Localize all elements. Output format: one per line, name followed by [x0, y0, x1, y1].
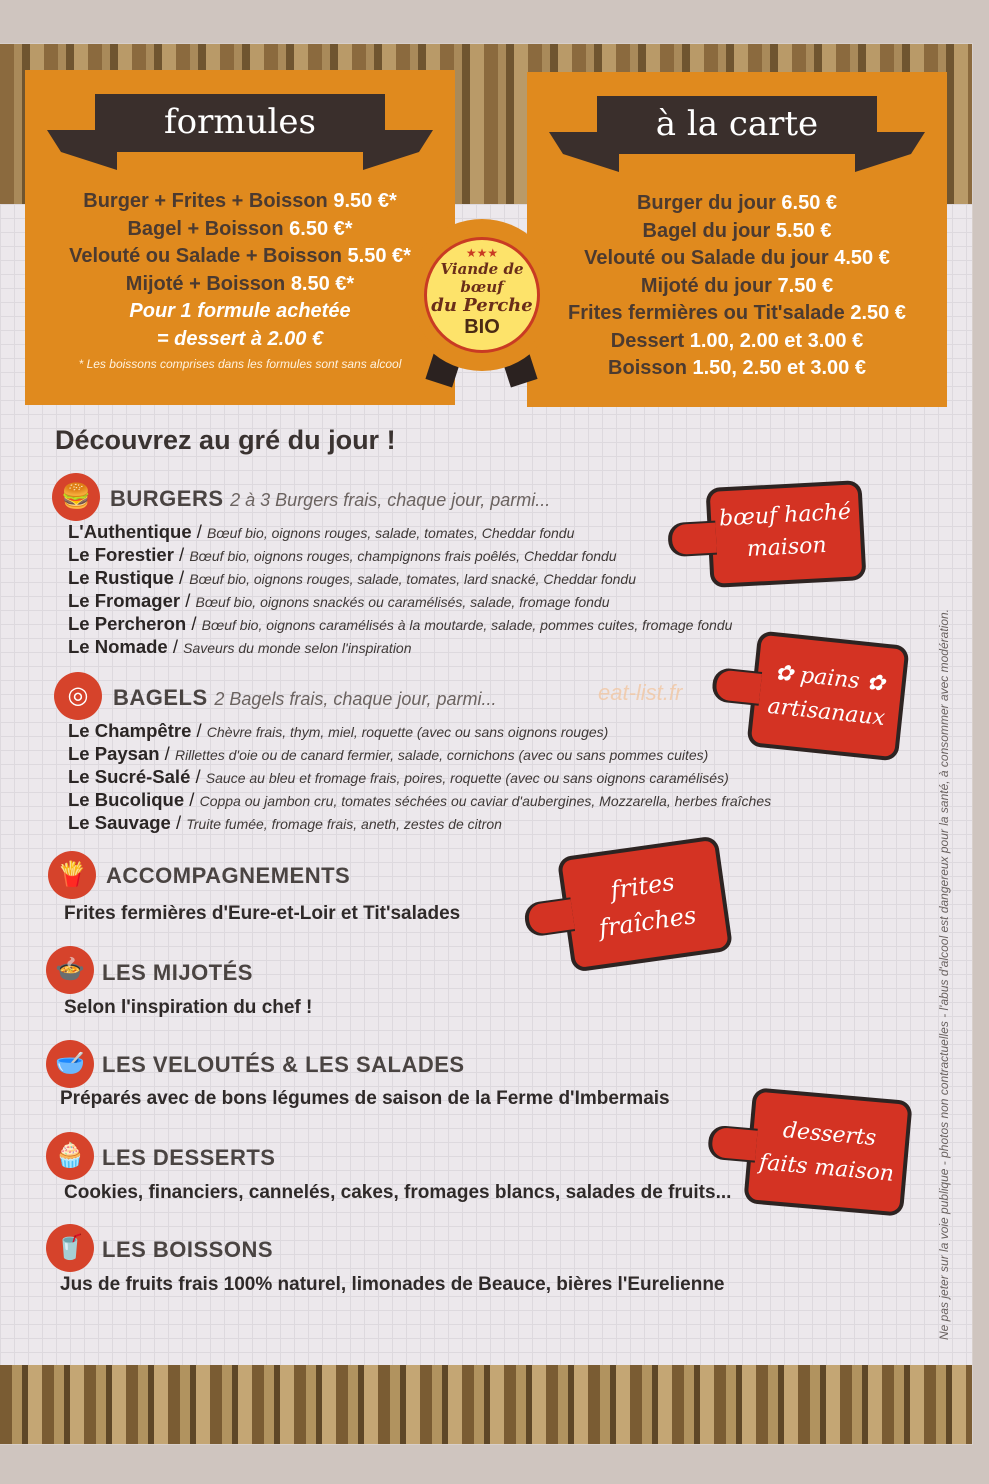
legal-side-note: Ne pas jeter sur la voie publique - photos non contractuelles - l'abus d'alcool est dangereux pour la santé, à consommer avec modération.: [937, 609, 951, 1340]
veloutes-text: Préparés avec de bons légumes de saison de la Ferme d'Imbermais: [60, 1088, 670, 1109]
seal-stars: ★★★: [465, 246, 499, 260]
carte-line: Boisson 1.50, 2.50 et 3.00 €: [608, 357, 866, 379]
carte-line: Mijoté du jour 7.50 €: [640, 274, 834, 297]
seal-inner: [424, 237, 540, 353]
page-heading: Découvrez au gré du jour !: [55, 425, 396, 455]
seal-line-1: Viande de bœuf: [440, 260, 524, 296]
drink-icon: 🥤: [46, 1224, 94, 1272]
burger-icon: 🍔: [52, 473, 100, 521]
list-item: Le Rustique / Bœuf bio, oignons rouges, salade, tomates, lard snacké, Cheddar fondu: [68, 567, 637, 588]
list-item: Le Percheron / Bœuf bio, oignons caramélisés à la moutarde, salade, pommes cuites, fromage fondu: [68, 613, 733, 634]
carte-line: Velouté ou Salade du jour 4.50 €: [584, 247, 890, 269]
boissons-text: Jus de fruits frais 100% naturel, limonades de Beauce, bières l'Eurelienne: [60, 1274, 725, 1295]
pot-icon: 🍲: [46, 946, 94, 994]
mijotes-section-title: LES MIJOTÉS: [102, 960, 253, 985]
cupcake-icon: 🧁: [46, 1132, 94, 1180]
a-la-carte-title: à la carte: [597, 96, 877, 154]
formule-promo: Pour 1 formule achetée: [129, 300, 351, 322]
veloutes-section-title: LES VELOUTÉS & LES SALADES: [102, 1052, 465, 1077]
seal-line-2: du Perche: [431, 295, 533, 316]
a-la-carte-panel: [527, 72, 947, 407]
mijotes-text: Selon l'inspiration du chef !: [64, 997, 313, 1018]
list-item: Le Nomade / Saveurs du monde selon l'inspiration: [68, 636, 412, 657]
formules-lines: [25, 188, 455, 353]
accompagnements-text: Frites fermières d'Eure-et-Loir et Tit'salades: [64, 903, 461, 924]
desserts-text: Cookies, financiers, cannelés, cakes, fromages blancs, salades de fruits...: [64, 1182, 732, 1203]
list-item: Le Bucolique / Coppa ou jambon cru, tomates séchées ou caviar d'aubergines, Mozzarella, herbes fraîches: [68, 789, 772, 810]
formules-title: formules: [95, 94, 385, 152]
wood-footer-background: [0, 1365, 972, 1444]
a-la-carte-lines: [527, 190, 947, 383]
fries-icon: 🍟: [48, 851, 96, 899]
list-item: Le Paysan / Rillettes d'oie ou de canard fermier, salade, cornichons (avec ou sans pommes cuites): [68, 743, 709, 764]
seal-line-3: BIO: [464, 316, 500, 338]
carte-line: Bagel du jour 5.50 €: [642, 219, 832, 242]
formule-line: Mijoté + Boisson 8.50 €*: [125, 272, 355, 295]
list-item: Le Sucré-Salé / Sauce au bleu et fromage frais, poires, roquette (avec ou sans oignons caramélisés): [68, 766, 729, 787]
formules-panel: [25, 70, 455, 405]
accompagnements-section-title: ACCOMPAGNEMENTS: [106, 863, 351, 888]
carte-line: Burger du jour 6.50 €: [636, 192, 838, 214]
boissons-section-title: LES BOISSONS: [102, 1237, 274, 1262]
list-item: Le Fromager / Bœuf bio, oignons snackés ou caramélisés, salade, fromage fondu: [68, 590, 610, 611]
board-boeuf-hache: bœuf haché maison: [710, 484, 863, 584]
list-item: Le Champêtre / Chèvre frais, thym, miel, roquette (avec ou sans oignons rouges): [68, 720, 609, 741]
bio-beef-seal: [412, 225, 552, 365]
burgers-list: [68, 521, 732, 659]
board-frites-fraiches: frites fraîches: [561, 840, 729, 968]
formule-line: Velouté ou Salade + Boisson 5.50 €*: [69, 245, 411, 267]
bagels-list: [68, 720, 771, 835]
formule-promo-price: = dessert à 2.00 €: [156, 327, 324, 350]
bagel-icon: ◎: [54, 672, 102, 720]
carte-line: Frites fermières ou Tit'salade 2.50 €: [568, 302, 906, 324]
bowl-icon: 🥣: [46, 1040, 94, 1088]
list-item: L'Authentique / Bœuf bio, oignons rouges, salade, tomates, Cheddar fondu: [68, 521, 575, 542]
board-desserts-faits-maison: desserts faits maison: [748, 1092, 909, 1213]
carte-line: Dessert 1.00, 2.00 et 3.00 €: [610, 329, 864, 352]
desserts-section-title: LES DESSERTS: [102, 1145, 276, 1170]
formule-line: Bagel + Boisson 6.50 €*: [127, 217, 353, 240]
burgers-section-title: BURGERS 2 à 3 Burgers frais, chaque jour, parmi...: [110, 486, 551, 511]
formules-note: * Les boissons comprises dans les formules sont sans alcool: [78, 357, 402, 371]
board-pains-artisanaux: ✿ pains ✿ artisanaux: [751, 635, 906, 757]
watermark: eat-list.fr: [598, 680, 683, 705]
list-item: Le Sauvage / Truite fumée, fromage frais, aneth, zestes de citron: [68, 812, 502, 833]
formule-line: Burger + Frites + Boisson 9.50 €*: [83, 190, 397, 212]
list-item: Le Forestier / Bœuf bio, oignons rouges, champignons frais poêlés, Cheddar fondu: [68, 544, 617, 565]
bagels-section-title: BAGELS 2 Bagels frais, chaque jour, parmi...: [113, 685, 497, 710]
